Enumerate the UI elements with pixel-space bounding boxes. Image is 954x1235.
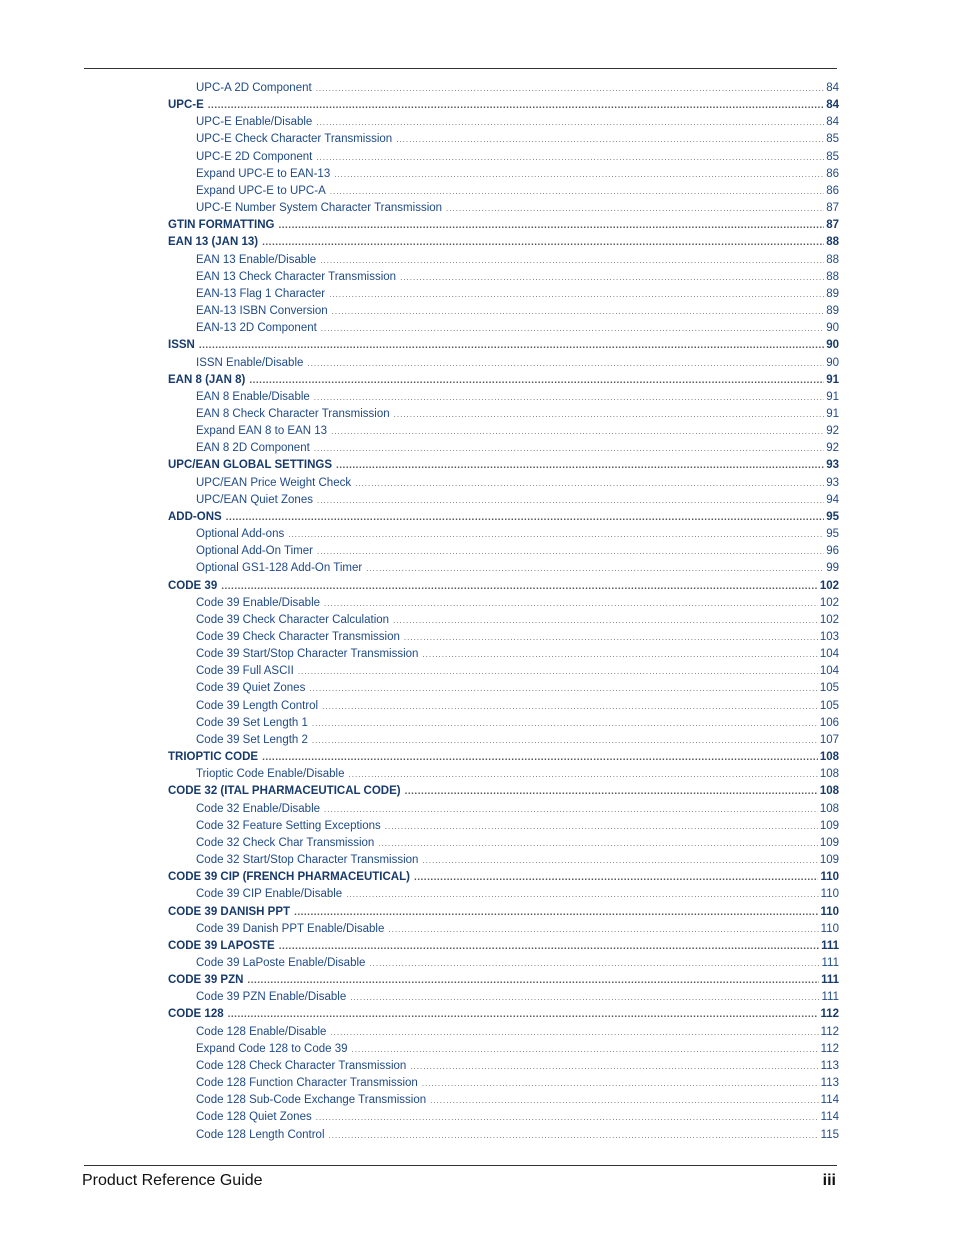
toc-entry-page: 87 [826,219,839,232]
toc-entry-title: EAN 8 (JAN 8) [168,373,246,386]
toc-entry-page: 109 [819,819,839,832]
toc-leader-dots [228,1006,819,1023]
toc-subsection-entry[interactable] [168,303,839,320]
toc-entry-title: CODE 39 LAPOSTE [168,939,275,952]
toc-entry-title: CODE 128 [168,1008,224,1021]
toc-leader-dots [422,646,817,663]
toc-subsection-entry[interactable] [168,1041,839,1058]
toc-entry-title: EAN 13 (JAN 13) [168,236,259,249]
toc-subsection-entry[interactable] [168,355,839,372]
toc-entry-title: Code 39 PZN Enable/Disable [196,991,347,1004]
toc-leader-dots [422,1075,819,1092]
toc-subsection-entry[interactable] [168,149,839,166]
toc-leader-dots [405,783,818,800]
toc-subsection-entry[interactable] [168,320,839,337]
toc-subsection-entry[interactable] [168,183,839,200]
toc-subsection-entry[interactable] [168,200,839,217]
toc-subsection-entry[interactable] [168,440,839,457]
toc-subsection-entry[interactable] [168,801,839,818]
toc-entry-title: Code 39 CIP Enable/Disable [196,888,343,901]
toc-entry-page: 112 [820,1025,839,1038]
toc-leader-dots [366,560,824,577]
toc-section-entry[interactable] [168,904,839,921]
toc-entry-page: 94 [826,493,839,506]
toc-entry-page: 106 [819,716,839,729]
toc-entry-page: 86 [826,167,839,180]
toc-leader-dots [385,818,818,835]
toc-subsection-entry[interactable] [168,732,839,749]
toc-subsection-entry[interactable] [168,766,839,783]
toc-subsection-entry[interactable] [168,921,839,938]
toc-subsection-entry[interactable] [168,989,839,1006]
toc-entry-page: 102 [819,613,839,626]
toc-entry-page: 110 [820,922,839,935]
toc-leader-dots [393,612,818,629]
toc-entry-title: TRIOPTIC CODE [168,751,259,764]
toc-entry-title: UPC-E Number System Character Transmission [196,202,443,215]
toc-leader-dots [369,955,819,972]
toc-leader-dots [320,252,824,269]
toc-entry-title: Code 39 Danish PPT Enable/Disable [196,922,385,935]
toc-entry-page: 110 [820,871,839,884]
toc-section-entry[interactable] [168,938,839,955]
toc-entry-title: ISSN [168,339,195,352]
toc-leader-dots [298,663,818,680]
toc-entry-title: Code 39 Quiet Zones [196,682,306,695]
toc-leader-dots [414,869,818,886]
toc-leader-dots [330,183,824,200]
footer-rule [84,1165,837,1166]
toc-entry-title: Expand UPC-E to UPC-A [196,184,326,197]
toc-leader-dots [352,1041,819,1058]
toc-entry-title: CODE 39 [168,579,218,592]
toc-entry-title: Code 39 Enable/Disable [196,596,321,609]
toc-entry-page: 93 [826,476,839,489]
toc-section-entry[interactable] [168,869,839,886]
toc-entry-page: 102 [819,596,839,609]
toc-subsection-entry[interactable] [168,852,839,869]
toc-entry-page: 112 [820,1008,839,1021]
toc-entry-page: 89 [826,287,839,300]
toc-leader-dots [331,423,824,440]
toc-subsection-entry[interactable] [168,560,839,577]
toc-entry-page: 91 [826,373,839,386]
toc-leader-dots [316,1109,819,1126]
toc-entry-title: Code 128 Length Control [196,1128,325,1141]
toc-leader-dots [316,149,824,166]
toc-leader-dots [349,766,818,783]
toc-leader-dots [316,114,824,131]
toc-entry-page: 113 [820,1059,839,1072]
toc-subsection-entry[interactable] [168,835,839,852]
toc-entry-title: GTIN FORMATTING [168,219,275,232]
toc-entry-page: 105 [819,682,839,695]
toc-leader-dots [226,509,825,526]
toc-entry-title: Expand EAN 8 to EAN 13 [196,425,328,438]
toc-entry-page: 95 [826,510,839,523]
toc-subsection-entry[interactable] [168,389,839,406]
toc-entry-title: UPC-E 2D Component [196,150,313,163]
toc-leader-dots [221,578,818,595]
toc-leader-dots [309,680,817,697]
toc-entry-page: 114 [820,1111,839,1124]
toc-entry-title: EAN-13 2D Component [196,322,317,335]
toc-entry-page: 107 [819,733,839,746]
toc-subsection-entry[interactable] [168,1075,839,1092]
toc-subsection-entry[interactable] [168,114,839,131]
toc-section-entry[interactable] [168,234,839,251]
toc-entry-title: Code 32 Check Char Transmission [196,836,375,849]
toc-subsection-entry[interactable] [168,269,839,286]
toc-leader-dots [324,801,818,818]
toc-section-entry[interactable] [168,217,839,234]
toc-subsection-entry[interactable] [168,886,839,903]
toc-entry-page: 114 [820,1094,839,1107]
toc-entry-page: 85 [826,150,839,163]
toc-entry-page: 90 [826,356,839,369]
toc-entry-title: EAN 8 Check Character Transmission [196,407,390,420]
toc-entry-title: CODE 39 CIP (FRENCH PHARMACEUTICAL) [168,871,410,884]
toc-entry-page: 113 [820,1077,839,1090]
toc-entry-title: UPC/EAN GLOBAL SETTINGS [168,459,332,472]
toc-entry-title: UPC-E Check Character Transmission [196,133,393,146]
toc-subsection-entry[interactable] [168,131,839,148]
toc-entry-title: Code 32 Start/Stop Character Transmission [196,854,419,867]
toc-section-entry[interactable] [168,749,839,766]
toc-leader-dots [307,355,824,372]
toc-entry-title: EAN 8 2D Component [196,442,310,455]
toc-entry-title: Code 128 Function Character Transmission [196,1077,418,1090]
toc-entry-page: 90 [826,322,839,335]
toc-entry-title: EAN-13 ISBN Conversion [196,305,328,318]
toc-subsection-entry[interactable] [168,646,839,663]
toc-leader-dots [388,921,818,938]
toc-leader-dots [314,440,824,457]
toc-subsection-entry[interactable] [168,595,839,612]
toc-leader-dots [378,835,817,852]
toc-leader-dots [279,938,819,955]
toc-subsection-entry[interactable] [168,475,839,492]
toc-entry-title: Optional GS1-128 Add-On Timer [196,562,363,575]
toc-entry-page: 95 [826,528,839,541]
toc-section-entry[interactable] [168,578,839,595]
toc-entry-title: Code 39 LaPoste Enable/Disable [196,956,366,969]
toc-entry-page: 88 [826,236,839,249]
toc-entry-title: ADD-ONS [168,510,222,523]
toc-entry-title: EAN 13 Check Character Transmission [196,270,397,283]
toc-leader-dots [446,200,824,217]
toc-entry-page: 111 [821,939,839,952]
toc-subsection-entry[interactable] [168,526,839,543]
toc-section-entry[interactable] [168,457,839,474]
toc-leader-dots [278,217,824,234]
toc-leader-dots [314,389,824,406]
toc-entry-title: Code 39 Length Control [196,699,319,712]
toc-leader-dots [422,852,817,869]
toc-subsection-entry[interactable] [168,1127,839,1144]
toc-entry-page: 111 [821,956,839,969]
toc-entry-page: 103 [819,631,839,643]
footer-page-number: iii [822,1172,836,1189]
toc-leader-dots [322,698,818,715]
toc-leader-dots [316,80,825,97]
toc-subsection-entry[interactable] [168,252,839,269]
toc-leader-dots [317,543,824,560]
toc-entry-page: 93 [826,459,839,472]
toc-leader-dots [317,492,824,509]
toc-leader-dots [312,732,818,749]
toc-entry-page: 102 [819,579,839,592]
toc-entry-page: 88 [826,253,839,266]
toc-entry-title: Optional Add-On Timer [196,545,313,558]
toc-entry-page: 108 [819,785,839,798]
toc-subsection-entry[interactable] [168,663,839,680]
toc-entry-page: 96 [826,545,839,558]
toc-entry-page: 89 [826,305,839,318]
toc-entry-page: 86 [826,184,839,197]
toc-leader-dots [321,320,824,337]
toc-leader-dots [329,1127,819,1144]
toc-leader-dots [334,166,824,183]
toc-entry-page: 99 [826,562,839,575]
toc-entry-page: 91 [826,390,839,403]
toc-entry-page: 110 [820,888,839,901]
toc-entry-title: Code 128 Sub-Code Exchange Transmission [196,1094,427,1107]
toc-subsection-entry[interactable] [168,955,839,972]
toc-leader-dots [396,131,824,148]
toc-entry-title: Code 32 Enable/Disable [196,802,321,815]
toc-subsection-entry[interactable] [168,629,839,646]
toc-entry-page: 90 [826,339,839,352]
toc-entry-title: Code 39 Check Character Transmission [196,631,400,643]
toc-entry-page: 84 [826,82,839,94]
toc-entry-page: 105 [819,699,839,712]
toc-subsection-entry[interactable] [168,1092,839,1109]
toc-entry-title: EAN 8 Enable/Disable [196,390,310,403]
toc-entry-title: EAN-13 Flag 1 Character [196,287,326,300]
toc-entry-page: 91 [826,407,839,420]
toc-leader-dots [288,526,824,543]
toc-entry-page: 92 [826,442,839,455]
toc-subsection-entry[interactable] [168,423,839,440]
toc-entry-title: Optional Add-ons [196,528,285,541]
toc-entry-title: ISSN Enable/Disable [196,356,304,369]
toc-entry-title: Trioptic Code Enable/Disable [196,768,345,781]
toc-entry-title: Code 39 Set Length 2 [196,733,308,746]
toc-entry-page: 111 [821,991,839,1004]
toc-leader-dots [199,337,824,354]
toc-leader-dots [350,989,819,1006]
toc-entry-title: UPC/EAN Quiet Zones [196,493,313,506]
toc-entry-page: 92 [826,425,839,438]
toc-entry-title: Code 128 Enable/Disable [196,1025,327,1038]
toc-entry-title: Code 39 Set Length 1 [196,716,308,729]
toc-entry-title: CODE 39 PZN [168,974,244,987]
toc-subsection-entry[interactable] [168,406,839,423]
toc-entry-title: Code 39 Start/Stop Character Transmission [196,648,419,661]
toc-entry-title: UPC/EAN Price Weight Check [196,476,352,489]
toc-leader-dots [262,234,824,251]
toc-entry-title: CODE 39 DANISH PPT [168,905,291,918]
toc-leader-dots [394,406,825,423]
toc-entry-title: Expand UPC-E to EAN-13 [196,167,331,180]
toc-subsection-entry[interactable] [168,543,839,560]
toc-entry-page: 87 [826,202,839,215]
toc-leader-dots [410,1058,818,1075]
toc-subsection-entry[interactable] [168,680,839,697]
toc-leader-dots [312,715,818,732]
toc-entry-page: 108 [819,802,839,815]
toc-leader-dots [430,1092,819,1109]
toc-entry-title: Code 32 Feature Setting Exceptions [196,819,381,832]
toc-leader-dots [346,886,818,903]
toc-leader-dots [332,303,825,320]
toc-entry-page: 88 [826,270,839,283]
toc-leader-dots [294,904,818,921]
toc-entry-title: UPC-E [168,99,204,112]
toc-section-entry[interactable] [168,372,839,389]
toc-leader-dots [400,269,824,286]
table-of-contents [168,80,839,1144]
toc-leader-dots [324,595,818,612]
toc-subsection-entry[interactable] [168,612,839,629]
toc-entry-title: UPC-A 2D Component [196,82,312,94]
toc-entry-page: 108 [819,751,839,764]
toc-entry-title: Code 39 Check Character Calculation [196,613,390,626]
toc-entry-page: 109 [819,836,839,849]
toc-entry-title: Code 39 Full ASCII [196,665,294,678]
toc-leader-dots [208,97,824,114]
toc-entry-title: UPC-E Enable/Disable [196,116,313,129]
toc-leader-dots [355,475,824,492]
toc-entry-title: Expand Code 128 to Code 39 [196,1042,348,1055]
toc-leader-dots [330,1024,818,1041]
toc-subsection-entry[interactable] [168,1058,839,1075]
footer-document-title: Product Reference Guide [82,1172,263,1189]
toc-entry-page: 84 [826,116,839,129]
toc-subsection-entry[interactable] [168,80,839,97]
header-rule [84,68,837,69]
toc-entry-title: Code 128 Check Character Transmission [196,1059,407,1072]
toc-leader-dots [249,372,824,389]
toc-entry-page: 104 [819,648,839,661]
toc-section-entry[interactable] [168,337,839,354]
toc-subsection-entry[interactable] [168,698,839,715]
toc-entry-page: 112 [820,1042,839,1055]
toc-section-entry[interactable] [168,783,839,800]
toc-subsection-entry[interactable] [168,492,839,509]
toc-entry-title: CODE 32 (ITAL PHARMACEUTICAL CODE) [168,785,401,798]
toc-entry-page: 104 [819,665,839,678]
toc-subsection-entry[interactable] [168,166,839,183]
toc-entry-page: 108 [819,768,839,781]
toc-entry-page: 111 [821,974,839,987]
toc-subsection-entry[interactable] [168,715,839,732]
toc-entry-page: 115 [820,1128,839,1141]
toc-subsection-entry[interactable] [168,818,839,835]
toc-leader-dots [262,749,818,766]
toc-leader-dots [329,286,824,303]
toc-subsection-entry[interactable] [168,286,839,303]
toc-leader-dots [336,457,824,474]
toc-section-entry[interactable] [168,509,839,526]
toc-section-entry[interactable] [168,97,839,114]
toc-entry-title: EAN 13 Enable/Disable [196,253,317,266]
toc-entry-page: 84 [826,99,839,112]
toc-section-entry[interactable] [168,1006,839,1023]
toc-leader-dots [404,629,818,646]
toc-section-entry[interactable] [168,972,839,989]
toc-leader-dots [247,972,819,989]
toc-entry-page: 109 [819,854,839,867]
toc-subsection-entry[interactable] [168,1024,839,1041]
toc-entry-page: 110 [820,905,839,918]
toc-subsection-entry[interactable] [168,1109,839,1126]
toc-entry-title: Code 128 Quiet Zones [196,1111,312,1124]
toc-entry-page: 85 [826,133,839,146]
